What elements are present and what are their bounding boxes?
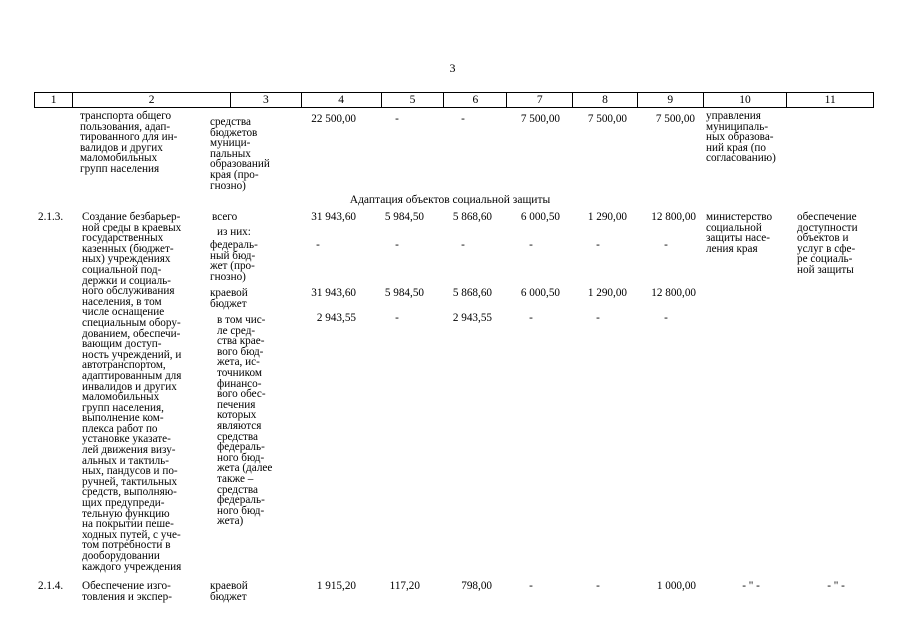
row-214-measure-name: Обеспечение изго- товления и экспер- [82,580,172,603]
row-214-col8: - [596,580,600,592]
row-213-federal-col5: - [395,239,399,251]
cont-value-col9: 7 500,00 [655,113,695,125]
row-213-regional-col8: 1 290,00 [587,287,627,299]
cont-funding-source: средства бюджетов муници- пальных образований края (про- гнозно) [210,116,270,192]
table-header-row [34,92,874,108]
cont-value-col4: 22 500,00 [311,113,356,125]
row-213-incl-federal-col4: 2 943,55 [316,312,356,324]
header-col-4: 4 [302,93,382,107]
row-213-regional-col6: 5 868,60 [452,287,492,299]
row-213-total-col6: 5 868,60 [452,211,492,223]
header-col-6: 6 [444,93,507,107]
row-214-result: - " - [827,580,845,592]
row-213-total-col4: 31 943,60 [311,211,356,223]
row-213-incl-federal-col9: - [664,312,668,324]
section-title: Адаптация объектов социальной защиты [349,194,551,206]
row-213-federal-col8: - [596,239,600,251]
cont-value-col5: - [395,113,399,125]
row-213-federal-col6: - [461,239,465,251]
cont-measure-name: транспорта общего пользования, адап- тированного для ин- валидов и других маломобильных групп населения [80,110,178,175]
header-col-9: 9 [638,93,704,107]
header-col-8: 8 [573,93,638,107]
row-213-total-label: всего [212,211,238,223]
header-col-3: 3 [231,93,301,107]
row-213-federal-col9: - [664,239,668,251]
header-col-11: 11 [824,94,836,106]
row-213-regional-col7: 6 000,50 [520,287,560,299]
row-213-incl-federal-col8: - [596,312,600,324]
row-213-total-col7: 6 000,50 [520,211,560,223]
row-214-number: 2.1.4. [38,580,64,592]
row-213-regional-col9: 12 800,00 [651,287,696,299]
row-214-funding-source: краевой бюджет [210,580,248,603]
row-213-incl-federal-col7: - [529,312,533,324]
row-213-federal-label: федераль- ный бюд- жет (про- гнозно) [210,239,258,283]
row-214-executor: - " - [742,580,760,592]
row-213-regional-col4: 31 943,60 [311,287,356,299]
row-213-regional-label: краевой бюджет [210,287,248,310]
row-213-result: обеспечение доступности объектов и услуг в сфе- ре социаль- ной защиты [797,211,858,276]
header-col-5: 5 [382,93,445,107]
row-213-total-col5: 5 984,50 [384,211,424,223]
row-213-number: 2.1.3. [38,211,64,223]
row-213-federal-col4: - [316,239,320,251]
row-213-of-which-label: из них: [217,226,251,238]
row-214-col6: 798,00 [461,580,492,592]
cont-executor: управления муниципаль- ных образова- ний края (по согласованию) [706,110,776,165]
row-213-total-col8: 1 290,00 [587,211,627,223]
header-col-7: 7 [507,93,573,107]
header-col-2: 2 [73,93,231,107]
cont-value-col6: - [461,113,465,125]
cont-value-col7: 7 500,00 [520,113,560,125]
row-214-col7: - [529,580,533,592]
cont-value-col8: 7 500,00 [587,113,627,125]
row-214-col5: 117,20 [389,580,420,592]
row-214-col4: 1 915,20 [316,580,356,592]
row-213-total-col9: 12 800,00 [651,211,696,223]
row-213-executor: министерство социальной защиты насе- ления края [706,211,773,255]
row-213-federal-col7: - [529,239,533,251]
row-214-col9: 1 000,00 [656,580,696,592]
row-213-measure-name: Создание безбарьер- ной среды в краевых государственных казенных (бюджет- ных) учреждениях социальной под- держки и социаль- ного обслуживания населения, в том числе оснащение специальным обору- дованием, обеспечи- вающим доступ- ность учреждений, и автотранспортом, адаптированным для инвалидов и других маломобильных групп населения, выполнение ком- плекса работ по установке указате- лей движения визу- альных и тактиль- ных, пандусов и по- ручней, тактильных средств, выполняю- щих предупреди- тельную функцию на покрытии пеше- ходных путей, с уче- том потребности в дооборудовании каждого учреждения [82,211,182,573]
header-col-10: 10 [704,93,788,107]
row-213-regional-col5: 5 984,50 [384,287,424,299]
row-213-incl-federal-col6: 2 943,55 [452,312,492,324]
page-number: 3 [449,61,456,75]
row-213-incl-federal-col5: - [395,312,399,324]
header-col-1: 1 [35,93,73,107]
row-213-incl-federal-label: в том чис- ле сред- ства крае- вого бюд- жета, ис- точником финансо- вого обес- печения которых являются средства федераль- ного бюд- жета (далее также – средства федераль- ного бюд- жета) [217,314,273,528]
